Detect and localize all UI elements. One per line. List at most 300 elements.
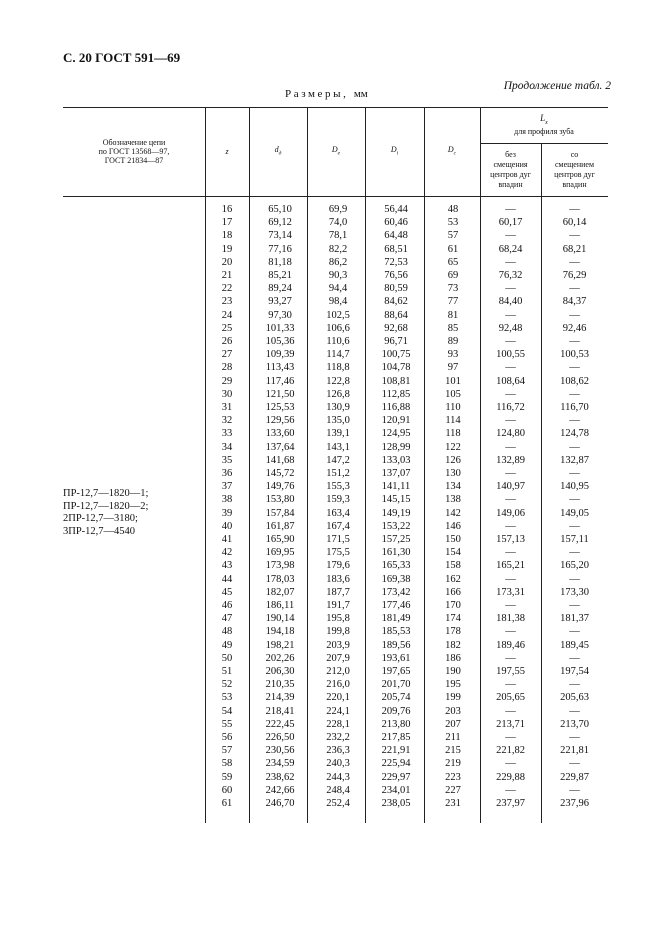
cell-De: 163,4 bbox=[326, 507, 350, 519]
cell-Di: 189,56 bbox=[381, 639, 411, 651]
cell-lx-with-shift: — bbox=[569, 230, 580, 242]
cell-Dc: 53 bbox=[447, 217, 459, 229]
cell-Di: 217,85 bbox=[381, 732, 411, 743]
cell-z: 51 bbox=[221, 666, 233, 677]
cell-Di: 133,03 bbox=[381, 454, 411, 466]
cell-De: 228,1 bbox=[326, 718, 350, 730]
cell-Di: 221,91 bbox=[381, 745, 411, 757]
cell-Di: 112,85 bbox=[381, 388, 411, 400]
cell-De: 118,8 bbox=[326, 362, 350, 374]
cell-lx-with-shift: — bbox=[569, 336, 580, 347]
cell-lx-without-shift: 92,48 bbox=[498, 322, 523, 334]
cell-lx-without-shift: 205,65 bbox=[496, 692, 525, 704]
cell-Dc: 81 bbox=[447, 309, 459, 321]
cell-d: 117,46 bbox=[265, 375, 295, 387]
cell-De: 130,9 bbox=[326, 402, 350, 413]
cell-De: 191,7 bbox=[326, 600, 350, 611]
cell-z: 28 bbox=[221, 362, 233, 374]
header-d: $d_д$ bbox=[274, 144, 282, 157]
chain-name: ПР-12,7—1820—1; bbox=[63, 488, 149, 499]
cell-d: 81,18 bbox=[268, 256, 292, 268]
cell-d: 141,68 bbox=[265, 454, 295, 466]
cell-Dc: 150 bbox=[445, 534, 461, 545]
cell-Di: 80,59 bbox=[384, 283, 408, 295]
cell-Dc: 134 bbox=[445, 481, 461, 493]
table-row bbox=[63, 520, 608, 533]
cell-z: 60 bbox=[221, 784, 233, 796]
table-row bbox=[63, 295, 608, 308]
cell-Dc: 89 bbox=[447, 336, 459, 347]
cell-d: 69,12 bbox=[268, 217, 292, 229]
cell-lx-without-shift: — bbox=[505, 388, 516, 400]
cell-lx-with-shift: 197,54 bbox=[560, 666, 589, 677]
cell-d: 113,43 bbox=[265, 362, 295, 374]
cell-De: 78,1 bbox=[328, 230, 348, 242]
cell-lx-without-shift: 124,80 bbox=[496, 428, 525, 440]
table-row bbox=[63, 467, 608, 480]
cell-d: 230,56 bbox=[265, 745, 295, 757]
table-row bbox=[63, 282, 608, 295]
cell-Dc: 73 bbox=[447, 283, 459, 295]
cell-lx-without-shift: — bbox=[505, 415, 516, 427]
table-row bbox=[63, 454, 608, 467]
dimensions-unit: мм bbox=[353, 88, 368, 100]
cell-z: 18 bbox=[221, 230, 233, 242]
cell-De: 187,7 bbox=[326, 586, 350, 598]
cell-z: 27 bbox=[221, 349, 233, 361]
cell-Dc: 93 bbox=[447, 349, 459, 361]
cell-lx-without-shift: — bbox=[505, 758, 516, 770]
cell-Dc: 166 bbox=[445, 586, 461, 598]
cell-lx-with-shift: — bbox=[569, 204, 580, 215]
cell-d: 226,50 bbox=[265, 732, 295, 743]
cell-lx-without-shift: 116,72 bbox=[496, 402, 525, 413]
cell-De: 252,4 bbox=[326, 798, 350, 809]
cell-lx-without-shift: — bbox=[505, 336, 516, 347]
table-row bbox=[63, 269, 608, 282]
cell-Dc: 142 bbox=[445, 507, 461, 519]
header-z: z bbox=[225, 146, 229, 156]
cell-De: 240,3 bbox=[326, 758, 350, 770]
header-with-shift: со смещением центров дуг впадин bbox=[554, 149, 595, 189]
table-continuation-label: Продолжение табл. 2 bbox=[503, 80, 611, 92]
header-lx-caption: для профиля зуба bbox=[514, 127, 574, 137]
cell-lx-with-shift: 221,81 bbox=[560, 745, 589, 757]
cell-d: 238,62 bbox=[265, 771, 295, 783]
cell-z: 26 bbox=[221, 336, 233, 347]
table-row bbox=[63, 691, 608, 704]
cell-Dc: 227 bbox=[445, 784, 461, 796]
cell-lx-without-shift: 76,32 bbox=[498, 270, 523, 281]
cell-lx-without-shift: — bbox=[505, 204, 516, 215]
cell-De: 147,2 bbox=[326, 454, 350, 466]
cell-z: 43 bbox=[221, 560, 233, 572]
cell-Dc: 162 bbox=[445, 573, 461, 585]
cell-z: 61 bbox=[221, 798, 233, 809]
table-row bbox=[63, 612, 608, 625]
cell-De: 183,6 bbox=[326, 573, 350, 585]
cell-De: 171,5 bbox=[326, 534, 350, 545]
cell-Dc: 190 bbox=[445, 666, 461, 677]
cell-Di: 201,70 bbox=[381, 679, 411, 691]
cell-d: 242,66 bbox=[265, 784, 295, 796]
table-row bbox=[63, 256, 608, 269]
cell-Dc: 182 bbox=[445, 639, 461, 651]
cell-De: 179,6 bbox=[326, 560, 350, 572]
cell-z: 52 bbox=[221, 679, 233, 691]
table-row bbox=[63, 480, 608, 493]
cell-lx-without-shift: — bbox=[505, 283, 516, 295]
page-title: С. 20 ГОСТ 591—69 bbox=[63, 50, 181, 65]
cell-Di: 193,61 bbox=[381, 652, 411, 664]
cell-d: 246,70 bbox=[265, 798, 295, 809]
cell-z: 47 bbox=[221, 613, 233, 625]
table-row bbox=[63, 705, 608, 718]
cell-De: 224,1 bbox=[326, 705, 350, 717]
cell-lx-without-shift: — bbox=[505, 309, 516, 321]
cell-Dc: 118 bbox=[445, 428, 461, 440]
cell-z: 33 bbox=[221, 428, 233, 440]
cell-lx-without-shift: — bbox=[505, 732, 516, 743]
cell-lx-without-shift: 181,38 bbox=[496, 613, 525, 625]
cell-d: 97,30 bbox=[268, 309, 292, 321]
cell-Di: 153,22 bbox=[381, 520, 411, 532]
cell-lx-with-shift: — bbox=[569, 547, 580, 559]
cell-Dc: 199 bbox=[445, 692, 461, 704]
cell-lx-without-shift: — bbox=[505, 441, 516, 453]
cell-z: 53 bbox=[221, 692, 233, 704]
cell-Di: 234,01 bbox=[381, 784, 411, 796]
header-De: $D_е$ bbox=[331, 144, 341, 157]
cell-z: 21 bbox=[221, 270, 233, 281]
cell-lx-with-shift: — bbox=[569, 573, 580, 585]
cell-d: 85,21 bbox=[268, 270, 292, 281]
table-row bbox=[63, 757, 608, 770]
cell-De: 151,2 bbox=[326, 468, 350, 479]
cell-d: 182,07 bbox=[265, 586, 295, 598]
cell-lx-without-shift: — bbox=[505, 256, 516, 268]
cell-Di: 68,51 bbox=[384, 243, 408, 255]
table-row bbox=[63, 322, 608, 335]
table-row bbox=[63, 573, 608, 586]
cell-z: 54 bbox=[221, 705, 233, 717]
table-row bbox=[63, 533, 608, 546]
cell-d: 190,14 bbox=[265, 613, 295, 625]
cell-lx-with-shift: — bbox=[569, 415, 580, 427]
cell-z: 34 bbox=[221, 441, 233, 453]
cell-lx-with-shift: 108,62 bbox=[560, 375, 589, 387]
table-row bbox=[63, 507, 608, 520]
cell-De: 155,3 bbox=[326, 481, 350, 493]
cell-lx-with-shift: 140,95 bbox=[560, 481, 589, 493]
cell-lx-without-shift: 213,71 bbox=[496, 718, 525, 730]
cell-Di: 64,48 bbox=[384, 230, 408, 242]
cell-lx-with-shift: 237,96 bbox=[560, 798, 589, 809]
cell-lx-without-shift: — bbox=[505, 600, 516, 611]
table-row bbox=[63, 388, 608, 401]
cell-De: 74,0 bbox=[328, 217, 348, 229]
cell-lx-with-shift: — bbox=[569, 283, 580, 295]
table-row bbox=[63, 203, 608, 216]
cell-De: 94,4 bbox=[328, 283, 348, 295]
cell-De: 126,8 bbox=[326, 388, 350, 400]
cell-lx-with-shift: 60,14 bbox=[562, 217, 587, 229]
cell-Di: 173,42 bbox=[381, 586, 411, 598]
cell-Di: 181,49 bbox=[381, 613, 411, 625]
cell-d: 89,24 bbox=[268, 283, 292, 295]
cell-De: 159,3 bbox=[326, 494, 350, 506]
cell-d: 129,56 bbox=[265, 415, 295, 427]
cell-z: 30 bbox=[221, 388, 233, 400]
table-row bbox=[63, 586, 608, 599]
cell-lx-without-shift: — bbox=[505, 362, 516, 374]
cell-lx-without-shift: 100,55 bbox=[496, 349, 525, 361]
table-row bbox=[63, 414, 608, 427]
cell-Di: 92,68 bbox=[384, 322, 408, 334]
header-chain-designation bbox=[63, 107, 205, 196]
cell-d: 173,98 bbox=[265, 560, 295, 572]
cell-Dc: 219 bbox=[445, 758, 461, 770]
cell-lx-without-shift: 221,82 bbox=[496, 745, 525, 757]
table-row bbox=[63, 665, 608, 678]
cell-lx-without-shift: — bbox=[505, 547, 516, 559]
cell-d: 210,35 bbox=[265, 679, 295, 691]
cell-Dc: 170 bbox=[445, 600, 461, 611]
cell-d: 178,03 bbox=[265, 573, 295, 585]
cell-d: 125,53 bbox=[265, 402, 295, 413]
cell-lx-with-shift: 165,20 bbox=[560, 560, 589, 572]
cell-Dc: 211 bbox=[445, 732, 461, 743]
table-row bbox=[63, 731, 608, 744]
cell-Di: 185,53 bbox=[381, 626, 411, 638]
cell-d: 73,14 bbox=[268, 230, 292, 242]
cell-lx-without-shift: 229,88 bbox=[496, 771, 525, 783]
cell-z: 19 bbox=[221, 243, 233, 255]
cell-Di: 238,05 bbox=[381, 798, 411, 809]
table-row bbox=[63, 771, 608, 784]
cell-d: 137,64 bbox=[265, 441, 295, 453]
cell-z: 42 bbox=[221, 547, 233, 559]
cell-lx-without-shift: 157,13 bbox=[496, 534, 525, 545]
cell-d: 202,26 bbox=[265, 652, 295, 664]
table-row bbox=[63, 678, 608, 691]
cell-Di: 137,07 bbox=[381, 468, 411, 479]
table-row bbox=[63, 335, 608, 348]
table-row bbox=[63, 625, 608, 638]
table-row bbox=[63, 493, 608, 506]
cell-De: 143,1 bbox=[326, 441, 350, 453]
cell-z: 20 bbox=[221, 256, 233, 268]
cell-Di: 161,30 bbox=[381, 547, 411, 559]
cell-Dc: 105 bbox=[445, 388, 461, 400]
cell-lx-without-shift: 68,24 bbox=[498, 243, 523, 255]
cell-Dc: 186 bbox=[445, 652, 461, 664]
cell-Di: 108,81 bbox=[381, 375, 411, 387]
cell-d: 186,11 bbox=[265, 600, 295, 611]
cell-De: 102,5 bbox=[326, 309, 350, 321]
cell-z: 37 bbox=[221, 481, 233, 493]
table-row bbox=[63, 375, 608, 388]
chain-name: ПР-12,7—1820—2; bbox=[63, 500, 149, 512]
cell-Di: 84,62 bbox=[384, 296, 408, 308]
cell-Dc: 85 bbox=[447, 322, 459, 334]
cell-lx-with-shift: 157,11 bbox=[560, 534, 589, 545]
cell-De: 90,3 bbox=[328, 270, 348, 281]
cell-lx-with-shift: 173,30 bbox=[560, 586, 589, 598]
cell-De: 139,1 bbox=[326, 428, 350, 440]
cell-De: 244,3 bbox=[326, 771, 350, 783]
cell-Dc: 126 bbox=[445, 454, 461, 466]
cell-z: 31 bbox=[221, 402, 233, 413]
cell-Di: 88,64 bbox=[384, 309, 408, 321]
header-chain-line-2: по ГОСТ 13568—97, bbox=[98, 147, 170, 156]
chain-name: 3ПР-12,7—4540 bbox=[63, 526, 136, 538]
cell-De: 114,7 bbox=[326, 349, 350, 361]
table-row bbox=[63, 797, 608, 810]
cell-De: 203,9 bbox=[326, 639, 350, 651]
table-row bbox=[63, 639, 608, 652]
cell-d: 169,95 bbox=[265, 547, 295, 559]
cell-z: 25 bbox=[221, 322, 233, 334]
cell-Dc: 215 bbox=[445, 745, 461, 757]
cell-z: 24 bbox=[221, 309, 233, 321]
cell-lx-with-shift: — bbox=[569, 626, 580, 638]
cell-lx-with-shift: 132,87 bbox=[560, 454, 589, 466]
cell-De: 212,0 bbox=[326, 666, 350, 677]
cell-Dc: 101 bbox=[445, 375, 461, 387]
cell-lx-without-shift: 84,40 bbox=[498, 296, 523, 308]
cell-lx-without-shift: 140,97 bbox=[496, 481, 525, 493]
table-row bbox=[63, 784, 608, 797]
cell-Di: 197,65 bbox=[381, 666, 411, 677]
cell-lx-with-shift: — bbox=[569, 600, 580, 611]
header-Dc: $D_с$ bbox=[447, 144, 457, 157]
cell-z: 58 bbox=[221, 758, 233, 770]
cell-lx-with-shift: — bbox=[569, 520, 580, 532]
table-row bbox=[63, 401, 608, 414]
cell-d: 234,59 bbox=[265, 758, 295, 770]
header-lx: $L_x$ для профиля зуба bbox=[514, 112, 574, 137]
cell-d: 161,87 bbox=[265, 520, 295, 532]
cell-d: 77,16 bbox=[268, 243, 292, 255]
cell-lx-without-shift: — bbox=[505, 784, 516, 796]
cell-Dc: 69 bbox=[447, 270, 459, 281]
cell-De: 122,8 bbox=[326, 375, 350, 387]
cell-lx-with-shift: 189,45 bbox=[560, 639, 589, 651]
cell-lx-without-shift: — bbox=[505, 520, 516, 532]
cell-lx-without-shift: 197,55 bbox=[496, 666, 525, 677]
cell-Di: 165,33 bbox=[381, 560, 411, 572]
cell-lx-with-shift: 229,87 bbox=[560, 771, 589, 783]
cell-z: 45 bbox=[221, 586, 233, 598]
cell-d: 101,33 bbox=[265, 322, 295, 334]
cell-lx-with-shift: 68,21 bbox=[562, 243, 587, 255]
cell-Dc: 77 bbox=[447, 296, 459, 308]
cell-lx-without-shift: — bbox=[505, 230, 516, 242]
cell-z: 39 bbox=[221, 507, 233, 519]
cell-d: 121,50 bbox=[265, 388, 295, 400]
cell-De: 135,0 bbox=[326, 415, 350, 427]
cell-z: 59 bbox=[221, 771, 233, 783]
cell-d: 194,18 bbox=[265, 626, 295, 638]
table-row bbox=[63, 348, 608, 361]
cell-Dc: 195 bbox=[445, 679, 461, 691]
table-row bbox=[63, 599, 608, 612]
cell-d: 145,72 bbox=[265, 468, 295, 479]
cell-lx-with-shift: — bbox=[569, 362, 580, 374]
cell-Dc: 203 bbox=[445, 705, 461, 717]
cell-Di: 116,88 bbox=[381, 402, 411, 413]
header-Di: $D_i$ bbox=[390, 144, 399, 157]
cell-Dc: 97 bbox=[447, 362, 459, 374]
cell-lx-without-shift: 149,06 bbox=[496, 507, 525, 519]
cell-d: 214,39 bbox=[265, 692, 295, 704]
cell-Di: 205,74 bbox=[381, 692, 411, 704]
cell-lx-with-shift: — bbox=[569, 441, 580, 453]
cell-Di: 104,78 bbox=[381, 362, 411, 374]
cell-d: 206,30 bbox=[265, 666, 295, 677]
cell-z: 41 bbox=[221, 534, 233, 545]
cell-lx-without-shift: 173,31 bbox=[496, 586, 525, 598]
cell-lx-with-shift: — bbox=[569, 468, 580, 479]
cell-lx-without-shift: — bbox=[505, 468, 516, 479]
cell-Di: 157,25 bbox=[381, 534, 411, 545]
table-row bbox=[63, 229, 608, 242]
table-row bbox=[63, 559, 608, 572]
cell-Di: 213,80 bbox=[381, 718, 411, 730]
table-row bbox=[63, 361, 608, 374]
cell-lx-with-shift: 181,37 bbox=[560, 613, 589, 625]
cell-Dc: 158 bbox=[445, 560, 461, 572]
cell-z: 22 bbox=[221, 283, 233, 295]
cell-Di: 169,38 bbox=[381, 573, 411, 585]
cell-lx-with-shift: 149,05 bbox=[560, 507, 589, 519]
cell-lx-without-shift: — bbox=[505, 626, 516, 638]
cell-Di: 72,53 bbox=[384, 256, 408, 268]
cell-Dc: 65 bbox=[447, 256, 459, 268]
cell-Dc: 138 bbox=[445, 494, 461, 506]
table-row bbox=[63, 243, 608, 256]
cell-z: 16 bbox=[221, 204, 233, 215]
cell-lx-with-shift: — bbox=[569, 652, 580, 664]
cell-d: 165,90 bbox=[265, 534, 295, 545]
chain-name: 2ПР-12,7—3180; bbox=[63, 513, 138, 525]
cell-De: 175,5 bbox=[326, 547, 350, 559]
cell-Di: 76,56 bbox=[384, 270, 408, 281]
cell-De: 199,8 bbox=[326, 626, 350, 638]
cell-lx-with-shift: — bbox=[569, 732, 580, 743]
cell-Di: 56,44 bbox=[384, 204, 408, 215]
cell-Dc: 114 bbox=[445, 415, 461, 427]
cell-Di: 145,15 bbox=[381, 494, 411, 506]
cell-lx-with-shift: 100,53 bbox=[560, 349, 589, 361]
cell-Dc: 130 bbox=[445, 468, 461, 479]
cell-lx-without-shift: — bbox=[505, 652, 516, 664]
cell-z: 50 bbox=[221, 652, 233, 664]
cell-lx-with-shift: 205,63 bbox=[560, 692, 589, 704]
cell-De: 216,0 bbox=[326, 679, 350, 691]
cell-z: 44 bbox=[221, 573, 233, 585]
cell-z: 56 bbox=[221, 732, 233, 743]
cell-lx-without-shift: 132,89 bbox=[496, 454, 525, 466]
cell-lx-without-shift: — bbox=[505, 705, 516, 717]
cell-z: 23 bbox=[221, 296, 233, 308]
cell-lx-without-shift: 237,97 bbox=[496, 798, 525, 809]
cell-z: 40 bbox=[221, 520, 233, 532]
cell-Di: 128,99 bbox=[381, 441, 411, 453]
cell-De: 69,9 bbox=[328, 204, 348, 215]
cell-Di: 225,94 bbox=[381, 758, 411, 770]
